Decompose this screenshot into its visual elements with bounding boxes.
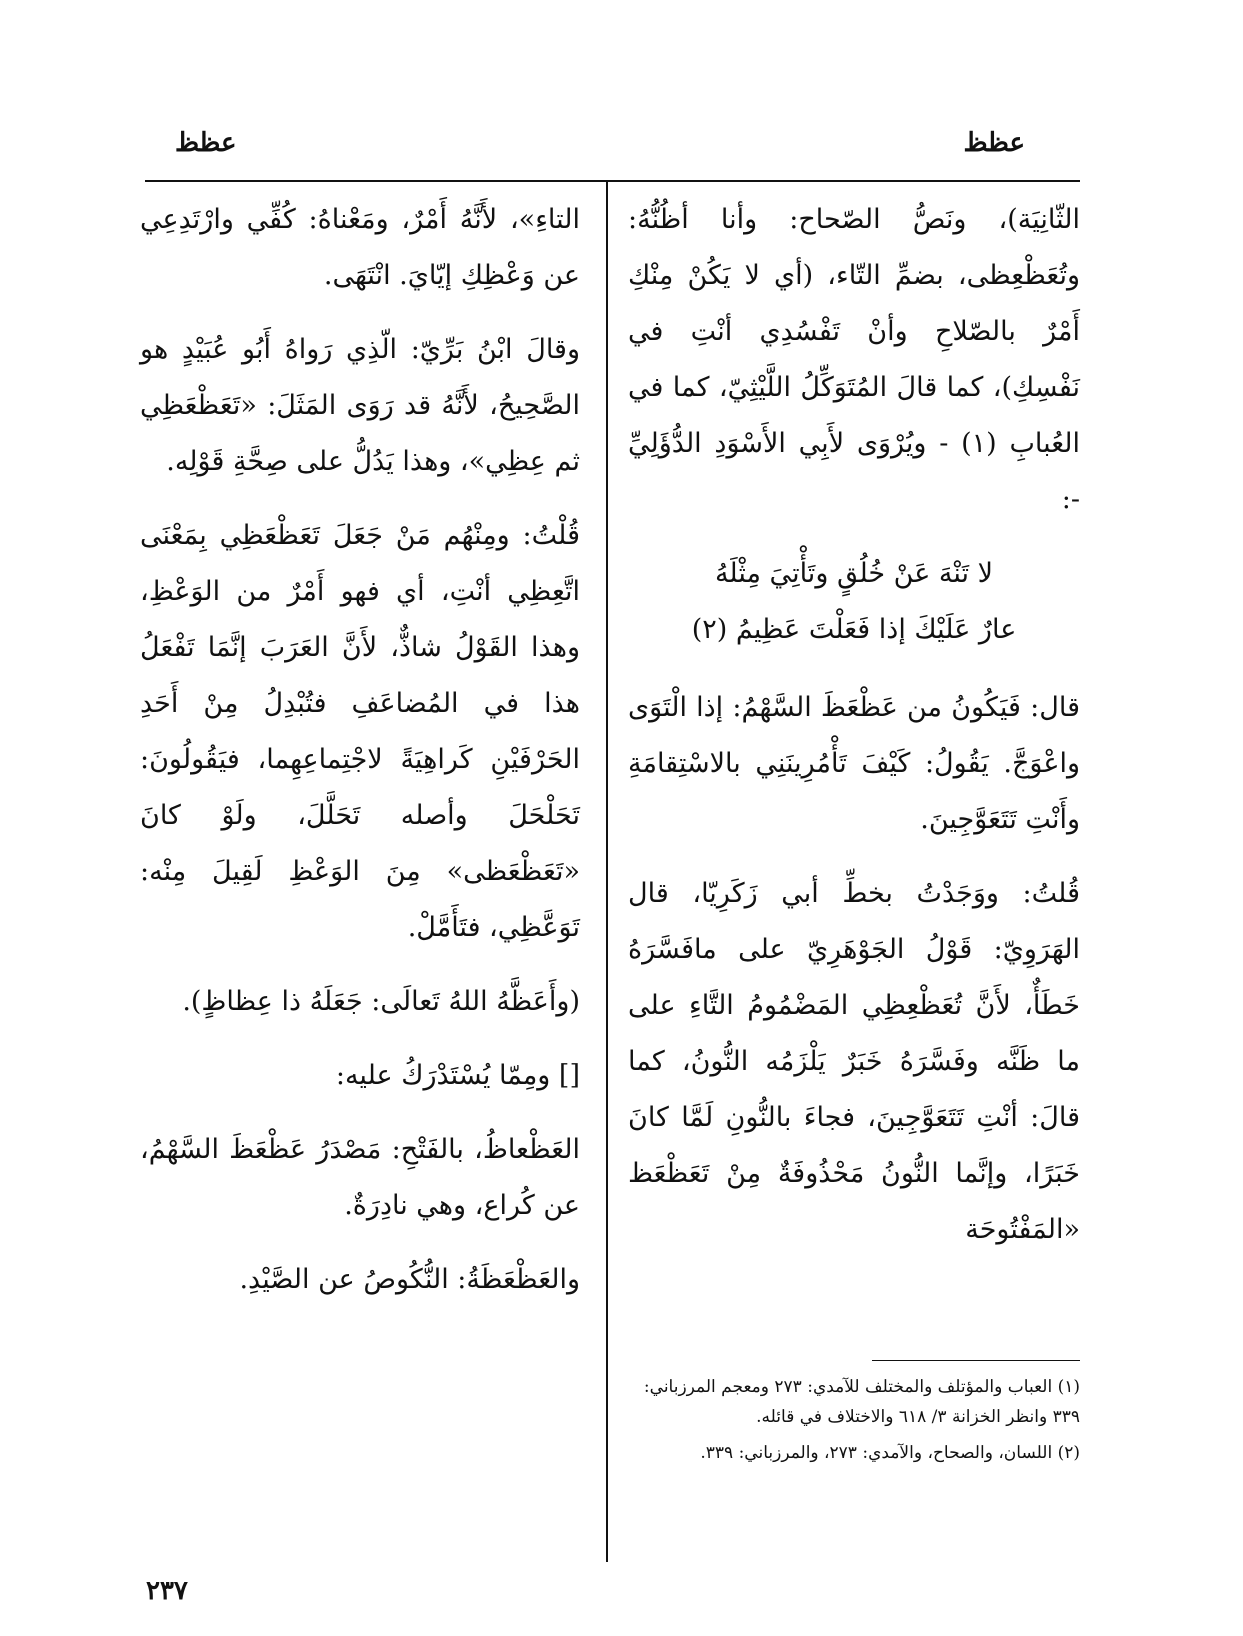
running-header-left: عظظ bbox=[175, 128, 237, 158]
footnotes bbox=[628, 1372, 1080, 1474]
paragraph: والعَظْعَظَةُ: النُّكُوصُ عن الصَّيْدِ. bbox=[239, 1264, 580, 1295]
page-number: ٢٣٧ bbox=[146, 1576, 188, 1606]
paragraph: العَظْعاظُ، بالفَتْحِ: مَصْدَرُ عَظْعَظَ السَّهْمُ، عن كُراع، وهي نادِرَةٌ. bbox=[140, 1134, 580, 1221]
right-column bbox=[628, 192, 1080, 1276]
footnote-1: (١) العباب والمؤتلف والمختلف للآمدي: ٢٧٣ ومعجم المرزباني: ٣٣٩ وانظر الخزانة ٣/ ٦١٨ والاختلاف في قائله. bbox=[643, 1377, 1080, 1427]
paragraph: قال: فَيَكُونُ من عَظْعَظَ السَّهْمُ: إذا الْتَوَى واعْوَجَّ. يَقُولُ: كَيْفَ تَأْمُرِينَنِي بالاسْتِقامَةِ وأَنْتِ تَتَعَوَّجِينَ. bbox=[628, 692, 1080, 835]
left-column bbox=[140, 192, 580, 1326]
verse-line-2: عارٌ عَلَيْكَ إذا فَعَلْتَ عَظِيمُ (٢) bbox=[691, 614, 1017, 645]
verse-line-1: لا تَنْهَ عَنْ خُلُقٍ وتَأْتِيَ مِثْلَهُ bbox=[714, 558, 994, 589]
header-rule bbox=[145, 180, 1080, 182]
paragraph: [] ومِمّا يُسْتَدْرَكُ عليه: bbox=[335, 1060, 580, 1091]
running-header-right: عظظ bbox=[963, 128, 1025, 158]
paragraph: قُلْتُ: ومِنْهُم مَنْ جَعَلَ تَعَظْعَظِي بِمَعْنَى اتَّعِظِي أنْتِ، أي فهو أَمْرٌ من الوَعْظِ، وهذا القَوْلُ شاذٌّ، لأَنَّ العَرَبَ إنَّمَا تَفْعَلُ هذا في المُضاعَفِ فتُبْدِلُ مِنْ أَحَدِ الحَرْفَيْنِ كَراهِيَةً لاجْتِماعِهِما، فيَقُولُونَ: تَحَلْحَلَ وأصله تَحَلَّلَ، ولَوْ كانَ «تَعَظْعَظى» مِنَ الوَعْظِ لَقِيلَ مِنْه: تَوَعَّظِي، فتَأَمَّلْ. bbox=[140, 520, 580, 943]
paragraph: (وأَعَظَّهُ اللهُ تَعالَى: جَعَلَهُ ذا عِظاظٍ). bbox=[182, 986, 580, 1017]
paragraph: التاءِ»، لأَنَّهُ أَمْرٌ، ومَعْناهُ: كُفِّي وارْتَدِعِي عن وَعْظِكِ إيّايَ. انْتَهَى. bbox=[140, 204, 580, 291]
footnote-2: (٢) اللسان، والصحاح، والآمدي: ٢٧٣، والمرزباني: ٣٣٩. bbox=[700, 1443, 1080, 1463]
paragraph: وقالَ ابْنُ بَرِّيّ: الّذِي رَواهُ أَبُو عُبَيْدٍ هو الصَّحِيحُ، لأَنَّهُ قد رَوَى المَثَلَ: «تَعَظْعَظِي ثم عِظِي»، وهذا يَدُلُّ على صِحَّةِ قَوْلِه. bbox=[140, 334, 580, 477]
paragraph: قُلتُ: ووَجَدْتُ بخطِّ أبي زَكَرِيّا، قال الهَرَوِيّ: قَوْلُ الجَوْهَرِيّ على مافَسَّرَهُ خَطَأٌ، لأَنَّ تُعَظْعِظِي المَضْمُومُ التَّاءِ على ما ظَنَّه وفَسَّرَهُ خَبَرٌ يَلْزَمُه النُّونُ، كما قالَ: أنْتِ تَتَعَوَّجِينَ، فجاءَ بالنُّونِ لَمَّا كانَ خَبَرًا، وإنَّما النُّونُ مَحْذُوفَةٌ مِنْ تَعَظْعَظ «المَفْتُوحَة bbox=[628, 878, 1080, 1245]
paragraph: الثّانِيَة)، ونَصُّ الصّحاح: وأنا أظُنُّهُ: وتُعَظْعِظى، بضمِّ التّاء، (أي لا يَكُنْ مِنْكِ أَمْرٌ بالصّلاحِ وأنْ تَفْسُدِي أنْتِ في نَفْسِكِ)، كما قالَ المُتَوَكِّلُ اللَّيْثِيّ، كما في العُبابِ (١) - ويُرْوَى لأَبِي الأَسْوَدِ الدُّؤَلِيِّ -: bbox=[628, 204, 1080, 515]
column-divider bbox=[606, 182, 608, 1562]
poetry-verse bbox=[628, 546, 1080, 658]
footnote-rule bbox=[872, 1360, 1080, 1361]
